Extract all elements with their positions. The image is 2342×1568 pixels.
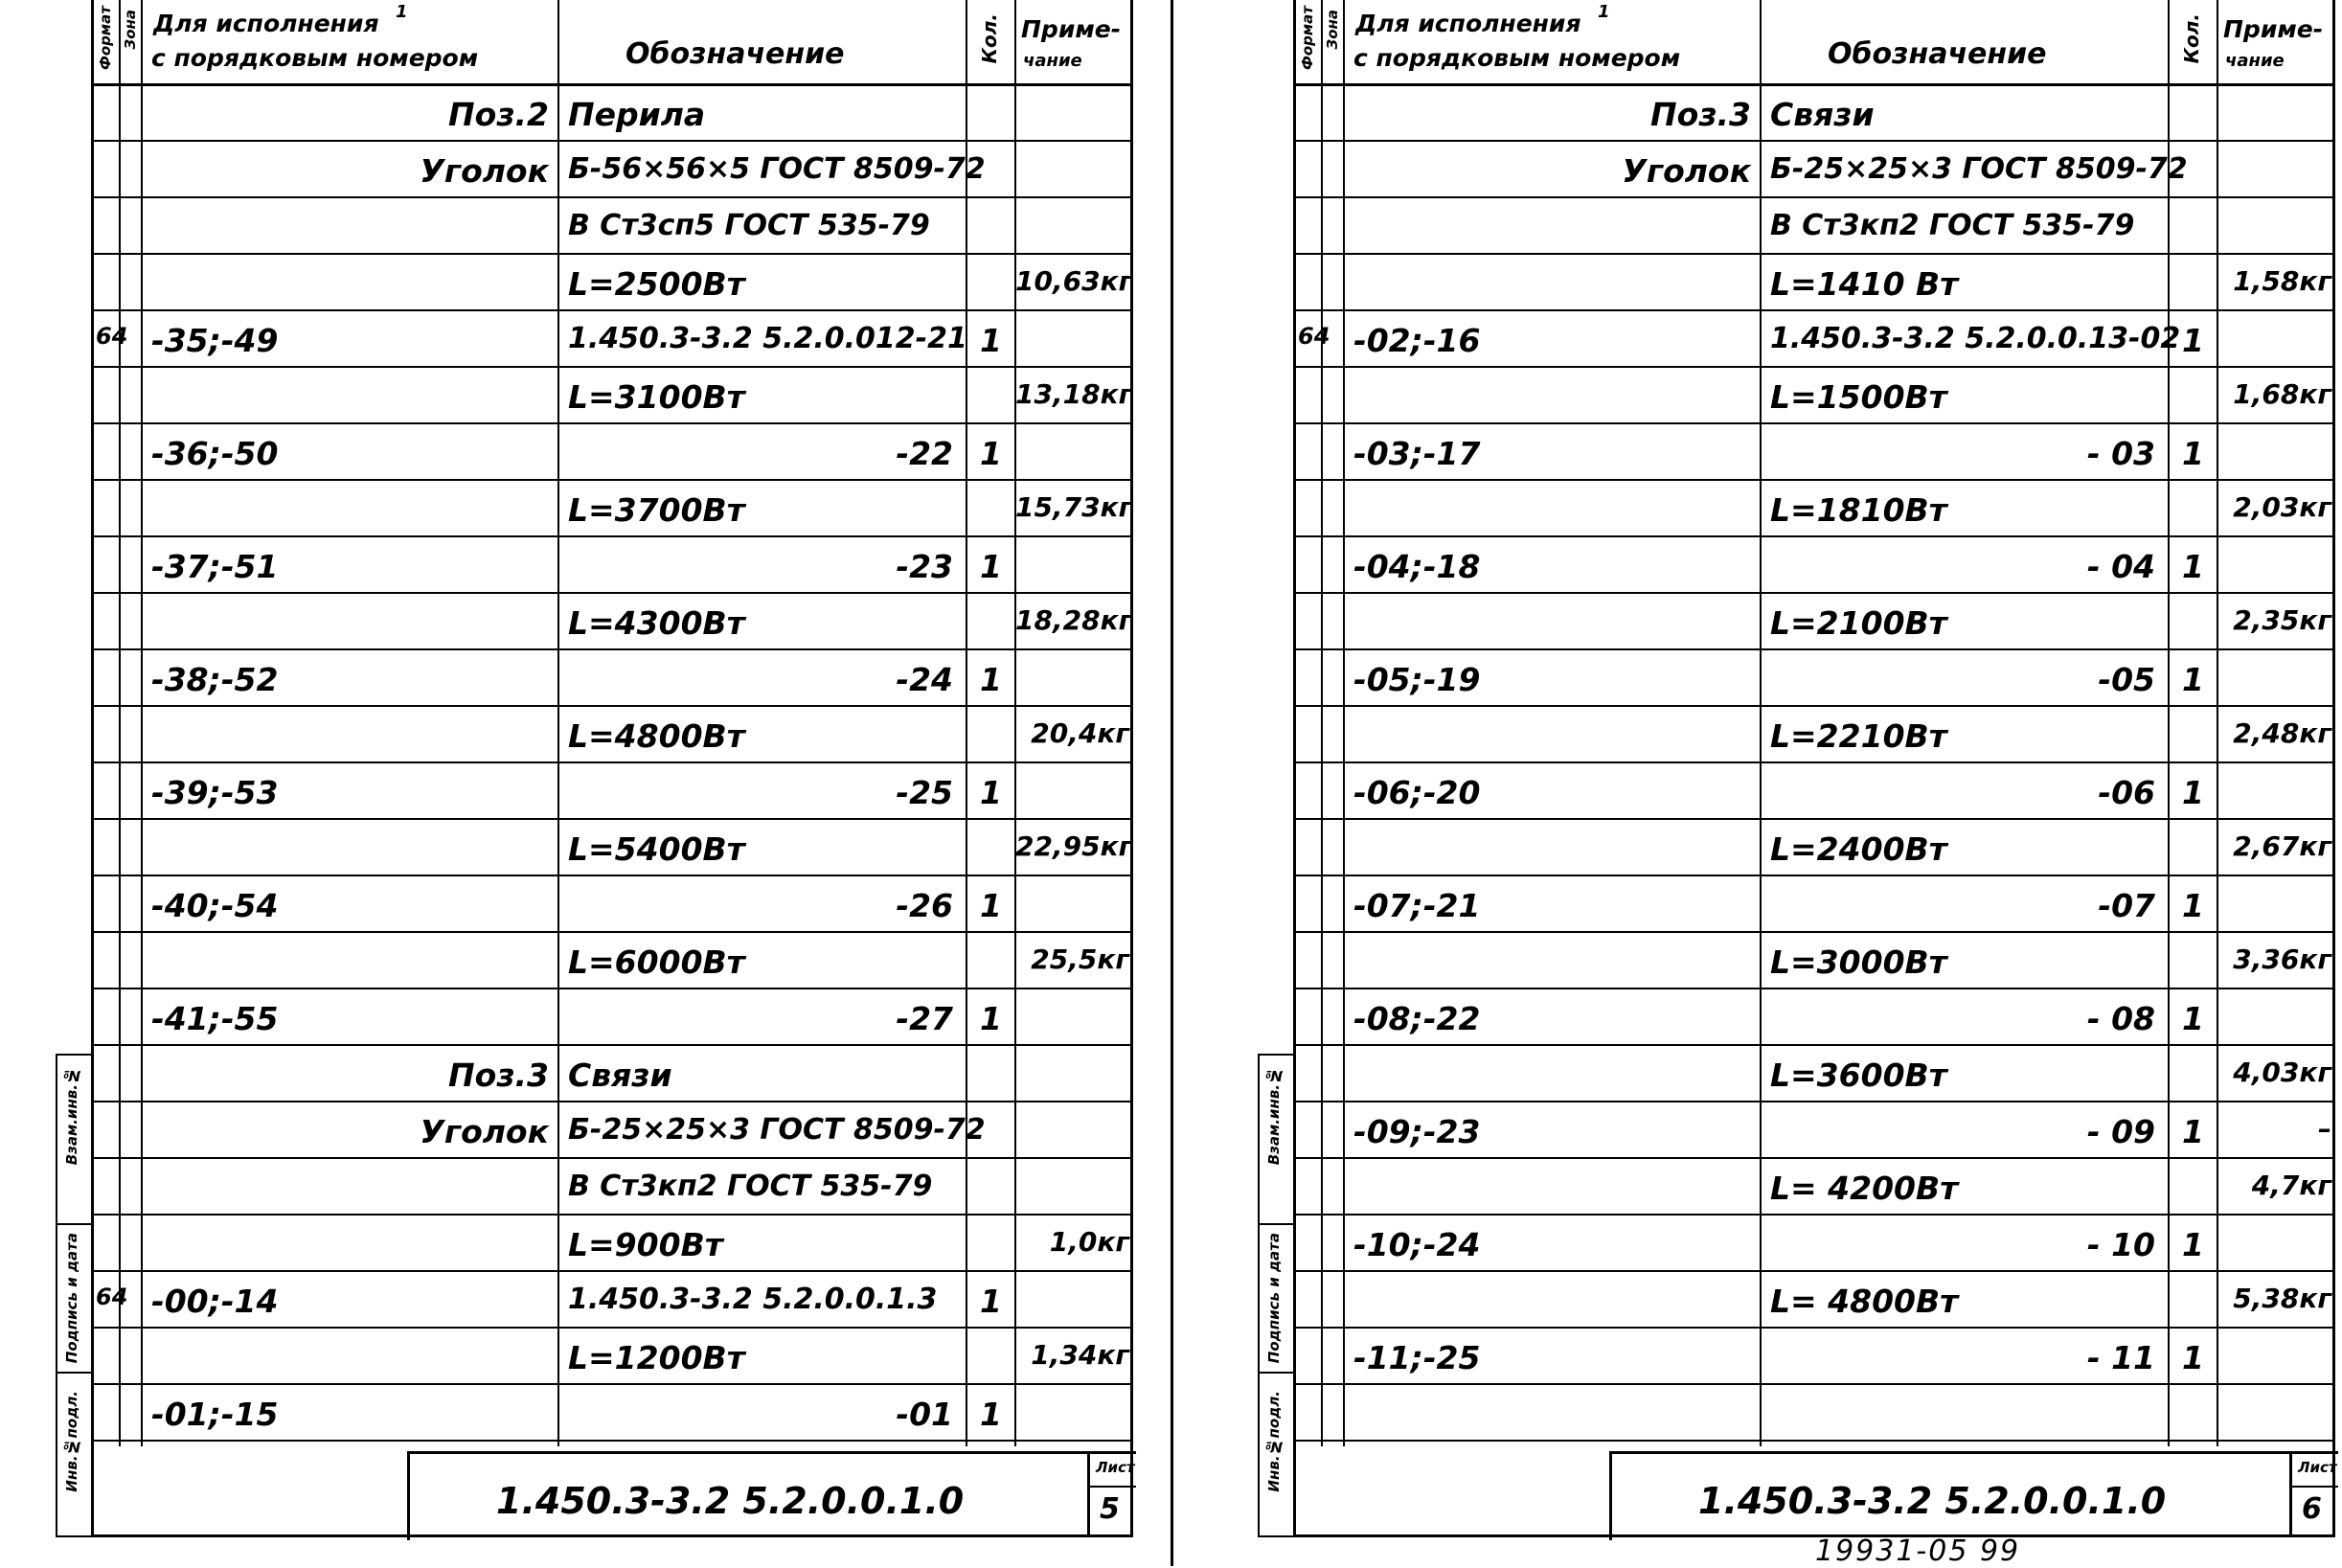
- qty-cell: 1: [2182, 774, 2204, 811]
- note-cell: 22,95кг: [1015, 830, 1133, 862]
- note-cell: 2,03кг: [2233, 491, 2331, 523]
- header-execution: Для исполнения: [153, 10, 379, 37]
- row-divider: [94, 761, 1133, 763]
- designation-cell: L=4800Вт: [568, 717, 745, 755]
- note-cell: 15,73кг: [1015, 491, 1133, 523]
- row-divider: [94, 309, 1133, 311]
- note-cell: 1,0кг: [1049, 1226, 1129, 1258]
- row-divider: [94, 1383, 1133, 1385]
- qty-cell: 1: [980, 1283, 1002, 1320]
- row-divider: [1296, 931, 2335, 933]
- row-divider: [94, 1044, 1133, 1046]
- row-divider: [94, 705, 1133, 707]
- note-cell: 25,5кг: [1031, 943, 1129, 975]
- row-divider: [94, 1327, 1133, 1329]
- designation-cell: 1.450.3-3.2 5.2.0.012-21: [568, 322, 967, 355]
- qty-cell: 1: [980, 661, 1002, 698]
- designation-cell: L=2100Вт: [1770, 604, 1947, 642]
- row-divider: [1296, 818, 2335, 820]
- note-cell: 2,48кг: [2233, 717, 2331, 749]
- qty-cell: 1: [980, 774, 1002, 811]
- header-format: Формат: [1299, 6, 1316, 70]
- designation-cell: Б-56×56×5 ГОСТ 8509-72: [568, 152, 986, 186]
- page-gutter-line: [1171, 0, 1173, 1566]
- designation-cell: - 08: [2086, 1000, 2155, 1037]
- header-execution-line2: с порядковым номером: [151, 44, 479, 72]
- margin-stamp-strip: [56, 1054, 91, 1537]
- designation-cell: L=1200Вт: [568, 1339, 745, 1376]
- qty-cell: 1: [980, 1396, 1002, 1433]
- row-divider: [1296, 1157, 2335, 1159]
- execution-cell: -04;-18: [1353, 548, 1481, 585]
- designation-cell: Б-25×25×3 ГОСТ 8509-72: [1770, 152, 2188, 186]
- designation-cell: L=4300Вт: [568, 604, 745, 642]
- header-zone: Зона: [1324, 10, 1341, 50]
- qty-cell: 1: [2182, 1226, 2204, 1263]
- designation-cell: L=2500Вт: [568, 265, 745, 303]
- designation-cell: L=3100Вт: [568, 378, 745, 416]
- row-divider: [94, 253, 1133, 255]
- margin-divider: [1260, 1372, 1293, 1374]
- row-divider: [1296, 479, 2335, 481]
- row-divider: [1296, 1270, 2335, 1272]
- execution-cell: -39;-53: [151, 774, 279, 811]
- spec-sheet-left: [0, 0, 1140, 1566]
- note-cell: 2,35кг: [2233, 604, 2331, 636]
- designation-cell: L=2210Вт: [1770, 717, 1947, 755]
- row-divider: [1296, 1044, 2335, 1046]
- designation-cell: -27: [896, 1000, 953, 1037]
- row-divider: [94, 535, 1133, 537]
- execution-cell: Поз.2: [448, 96, 549, 133]
- header-qty: Кол.: [2180, 13, 2203, 64]
- designation-cell: L=5400Вт: [568, 830, 745, 868]
- designation-cell: L= 4200Вт: [1770, 1170, 1959, 1207]
- note-cell: –: [2318, 1113, 2331, 1145]
- designation-cell: -07: [2098, 887, 2155, 924]
- spec-sheet-right: [1202, 0, 2342, 1566]
- execution-cell: -35;-49: [151, 322, 279, 359]
- row-divider: [94, 1101, 1133, 1102]
- row-divider: [94, 988, 1133, 989]
- designation-cell: - 03: [2086, 435, 2155, 472]
- column-divider: [1321, 0, 1323, 1446]
- margin-stamp-strip: [1258, 1054, 1293, 1537]
- row-divider: [1296, 1383, 2335, 1385]
- row-divider: [94, 140, 1133, 142]
- designation-cell: L=1810Вт: [1770, 491, 1947, 529]
- row-divider: [1296, 366, 2335, 368]
- execution-cell: -07;-21: [1353, 887, 1481, 924]
- spec-table: [1293, 0, 2335, 1537]
- row-divider: [94, 479, 1133, 481]
- execution-cell: -09;-23: [1353, 1113, 1481, 1150]
- qty-cell: 1: [980, 435, 1002, 472]
- execution-cell: Поз.3: [448, 1057, 549, 1094]
- designation-cell: L=3000Вт: [1770, 943, 1947, 981]
- sheet-number-divider: [1090, 1486, 1136, 1488]
- designation-cell: L=6000Вт: [568, 943, 745, 981]
- row-divider: [1296, 422, 2335, 424]
- designation-cell: -05: [2098, 661, 2155, 698]
- margin-divider: [57, 1372, 91, 1374]
- spec-table: [91, 0, 1133, 1537]
- qty-cell: 1: [2182, 1113, 2204, 1150]
- header-zone: Зона: [122, 10, 139, 50]
- note-cell: 1,68кг: [2233, 378, 2331, 410]
- execution-cell: -06;-20: [1353, 774, 1481, 811]
- note-cell: 13,18кг: [1015, 378, 1133, 410]
- designation-cell: -22: [896, 435, 953, 472]
- row-divider: [1296, 535, 2335, 537]
- designation-cell: Связи: [568, 1057, 672, 1094]
- row-divider: [1296, 1214, 2335, 1216]
- designation-cell: L=2400Вт: [1770, 830, 1947, 868]
- margin-label-inventory: Инв.№подл.: [63, 1391, 80, 1492]
- execution-cell: -00;-14: [151, 1283, 279, 1320]
- document-code: 1.450.3-3.2 5.2.0.0.1.0: [496, 1480, 965, 1522]
- format-cell: 64: [96, 1284, 128, 1310]
- qty-cell: 1: [2182, 435, 2204, 472]
- row-divider: [94, 592, 1133, 594]
- row-divider: [1296, 140, 2335, 142]
- header-bottom-line: [1296, 83, 2335, 86]
- qty-cell: 1: [980, 322, 1002, 359]
- execution-cell: -37;-51: [151, 548, 279, 585]
- qty-cell: 1: [980, 548, 1002, 585]
- column-divider: [1343, 0, 1345, 1446]
- qty-cell: 1: [2182, 548, 2204, 585]
- note-cell: 18,28кг: [1015, 604, 1133, 636]
- row-divider: [94, 422, 1133, 424]
- note-cell: 4,7кг: [2251, 1170, 2331, 1201]
- column-divider: [966, 0, 967, 1446]
- designation-cell: L= 4800Вт: [1770, 1283, 1959, 1320]
- row-divider: [1296, 875, 2335, 876]
- row-divider: [94, 1440, 1133, 1442]
- execution-cell: -11;-25: [1353, 1339, 1481, 1376]
- margin-label-signature: Подпись и дата: [63, 1233, 80, 1364]
- note-cell: 3,36кг: [2233, 943, 2331, 975]
- row-divider: [1296, 196, 2335, 198]
- column-divider: [2168, 0, 2170, 1446]
- header-execution-line2: с порядковым номером: [1353, 44, 1681, 72]
- row-divider: [1296, 592, 2335, 594]
- row-divider: [94, 1214, 1133, 1216]
- note-cell: 1,34кг: [1031, 1339, 1129, 1371]
- header-note-line2: чание: [1023, 51, 1082, 71]
- designation-cell: - 11: [2086, 1339, 2155, 1376]
- execution-cell: -01;-15: [151, 1396, 279, 1433]
- qty-cell: 1: [2182, 1339, 2204, 1376]
- designation-cell: - 09: [2086, 1113, 2155, 1150]
- sheet-number: 5: [1100, 1492, 1120, 1526]
- note-cell: 20,4кг: [1031, 717, 1129, 749]
- column-divider: [141, 0, 143, 1446]
- designation-cell: L=1410 Вт: [1770, 265, 1959, 303]
- row-divider: [1296, 988, 2335, 989]
- sheet-number: 6: [2302, 1492, 2322, 1526]
- header-execution-superscript: 1: [396, 2, 408, 22]
- designation-cell: -06: [2098, 774, 2155, 811]
- margin-divider: [57, 1223, 91, 1225]
- row-divider: [94, 818, 1133, 820]
- designation-cell: L=900Вт: [568, 1226, 723, 1263]
- column-divider: [119, 0, 121, 1446]
- margin-label-inventory: Инв.№подл.: [1265, 1391, 1283, 1492]
- header-format: Формат: [97, 6, 114, 70]
- note-cell: 10,63кг: [1015, 265, 1133, 297]
- row-divider: [94, 196, 1133, 198]
- designation-cell: - 10: [2086, 1226, 2155, 1263]
- qty-cell: 1: [2182, 322, 2204, 359]
- execution-cell: Уголок: [1622, 152, 1751, 190]
- execution-cell: -05;-19: [1353, 661, 1481, 698]
- sheet-number-divider: [2292, 1486, 2338, 1488]
- header-qty: Кол.: [978, 13, 1001, 64]
- designation-cell: -26: [896, 887, 953, 924]
- sheet-label: Лист: [2298, 1459, 2337, 1476]
- note-cell: 2,67кг: [2233, 830, 2331, 862]
- execution-cell: -03;-17: [1353, 435, 1481, 472]
- sheet-label: Лист: [1096, 1459, 1135, 1476]
- row-divider: [1296, 1440, 2335, 1442]
- designation-cell: -01: [896, 1396, 953, 1433]
- row-divider: [94, 648, 1133, 650]
- margin-divider: [1260, 1223, 1293, 1225]
- execution-cell: Поз.3: [1650, 96, 1751, 133]
- margin-label-replacement: Взам.инв.№: [1265, 1067, 1283, 1166]
- qty-cell: 1: [980, 887, 1002, 924]
- row-divider: [94, 931, 1133, 933]
- designation-cell: Перила: [568, 96, 706, 133]
- execution-cell: -40;-54: [151, 887, 279, 924]
- row-divider: [94, 366, 1133, 368]
- sheet-number-box: [1087, 1451, 1136, 1537]
- designation-cell: -25: [896, 774, 953, 811]
- qty-cell: 1: [2182, 1000, 2204, 1037]
- designation-cell: L=3700Вт: [568, 491, 745, 529]
- execution-cell: -41;-55: [151, 1000, 279, 1037]
- row-divider: [1296, 309, 2335, 311]
- designation-cell: Б-25×25×3 ГОСТ 8509-72: [568, 1113, 986, 1147]
- execution-cell: Уголок: [420, 1113, 549, 1150]
- note-cell: 4,03кг: [2233, 1057, 2331, 1088]
- designation-cell: Связи: [1770, 96, 1875, 133]
- row-divider: [1296, 253, 2335, 255]
- qty-cell: 1: [2182, 661, 2204, 698]
- format-cell: 64: [96, 323, 128, 350]
- designation-cell: 1.450.3-3.2 5.2.0.0.1.3: [568, 1283, 938, 1316]
- execution-cell: Уголок: [420, 152, 549, 190]
- row-divider: [94, 875, 1133, 876]
- archive-number: 19931-05 99: [1815, 1534, 2021, 1568]
- designation-cell: В Ст3кп2 ГОСТ 535-79: [1770, 209, 2135, 242]
- header-note-line1: Приме-: [2223, 15, 2324, 43]
- execution-cell: -36;-50: [151, 435, 279, 472]
- qty-cell: 1: [980, 1000, 1002, 1037]
- margin-label-signature: Подпись и дата: [1265, 1233, 1283, 1364]
- designation-cell: 1.450.3-3.2 5.2.0.0.13-02: [1770, 322, 2181, 355]
- designation-cell: В Ст3кп2 ГОСТ 535-79: [568, 1170, 933, 1203]
- document-code: 1.450.3-3.2 5.2.0.0.1.0: [1698, 1480, 2167, 1522]
- execution-cell: -02;-16: [1353, 322, 1481, 359]
- designation-cell: В Ст3сп5 ГОСТ 535-79: [568, 209, 930, 242]
- header-designation: Обозначение: [1828, 37, 2047, 71]
- row-divider: [1296, 1327, 2335, 1329]
- row-divider: [1296, 761, 2335, 763]
- row-divider: [1296, 1101, 2335, 1102]
- designation-cell: - 04: [2086, 548, 2155, 585]
- qty-cell: 1: [2182, 887, 2204, 924]
- header-bottom-line: [94, 83, 1133, 86]
- header-execution-superscript: 1: [1598, 2, 1610, 22]
- header-note-line1: Приме-: [1021, 15, 1122, 43]
- row-divider: [94, 1270, 1133, 1272]
- header-execution: Для исполнения: [1355, 10, 1581, 37]
- designation-cell: -23: [896, 548, 953, 585]
- column-divider: [557, 0, 559, 1446]
- designation-cell: -24: [896, 661, 953, 698]
- header-designation: Обозначение: [625, 37, 845, 71]
- execution-cell: -08;-22: [1353, 1000, 1481, 1037]
- sheet-number-box: [2289, 1451, 2338, 1537]
- margin-label-replacement: Взам.инв.№: [63, 1067, 80, 1166]
- row-divider: [1296, 705, 2335, 707]
- header-note-line2: чание: [2225, 51, 2285, 71]
- note-cell: 1,58кг: [2233, 265, 2331, 297]
- execution-cell: -38;-52: [151, 661, 279, 698]
- execution-cell: -10;-24: [1353, 1226, 1481, 1263]
- row-divider: [1296, 648, 2335, 650]
- designation-cell: L=1500Вт: [1770, 378, 1947, 416]
- row-divider: [94, 1157, 1133, 1159]
- designation-cell: L=3600Вт: [1770, 1057, 1947, 1094]
- note-cell: 5,38кг: [2233, 1283, 2331, 1314]
- format-cell: 64: [1298, 323, 1330, 350]
